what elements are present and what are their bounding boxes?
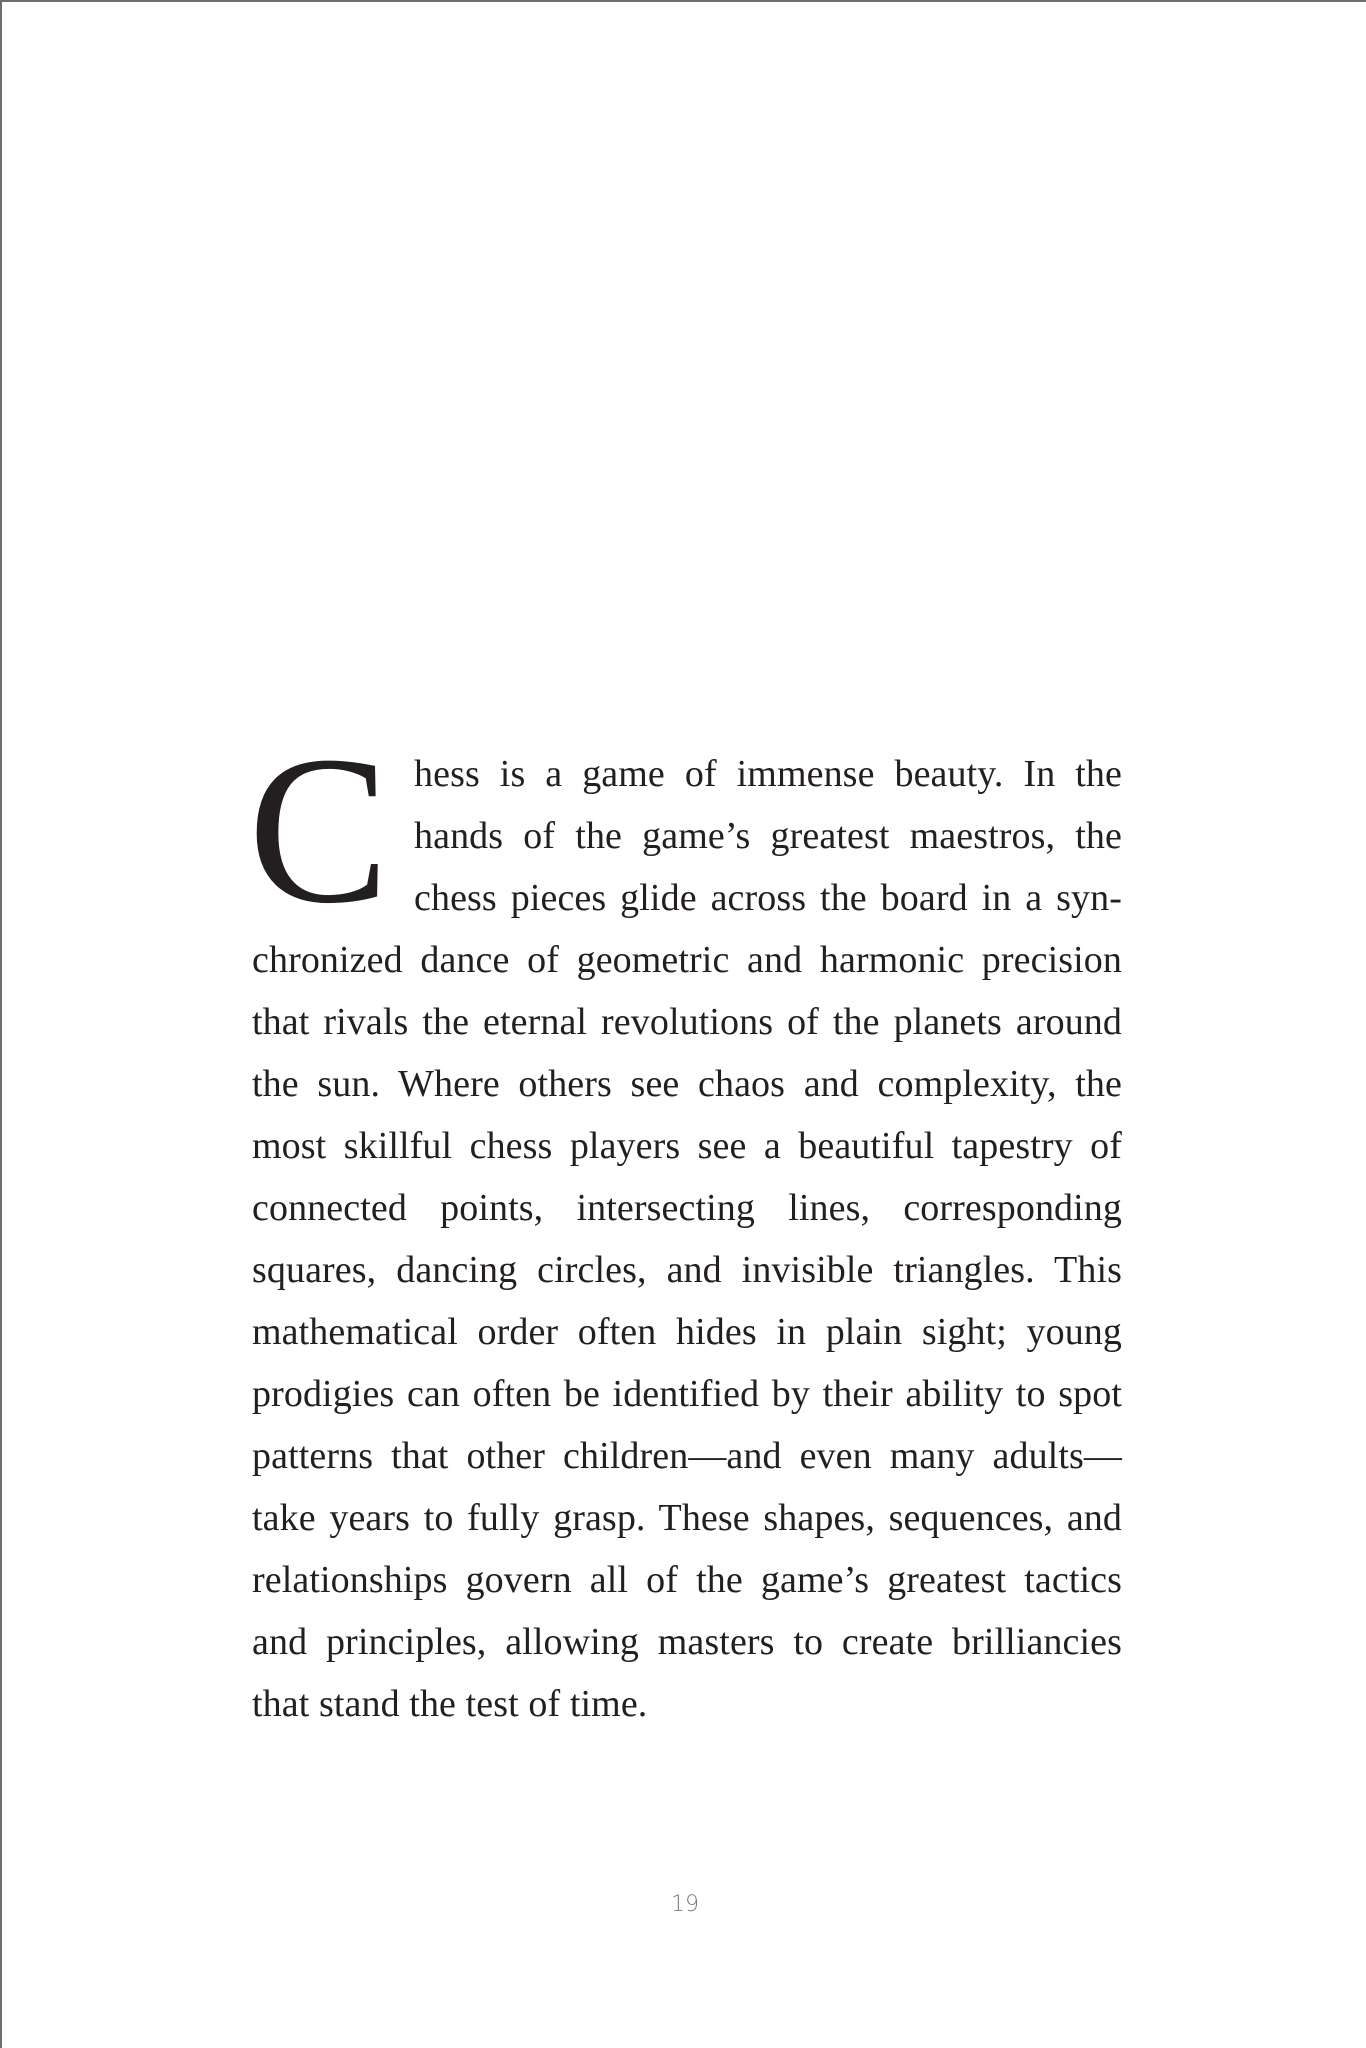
text-line: that rivals the eternal revolutions of the planets around — [252, 1001, 1122, 1043]
text-line: prodigies can often be identified by their ability to spot — [252, 1373, 1122, 1415]
page-number: 19 — [671, 1892, 699, 1917]
text-line: the sun. Where others see chaos and complexity, the — [252, 1063, 1122, 1105]
text-line: connected points, intersecting lines, corresponding — [252, 1187, 1122, 1229]
text-line: most skillful chess players see a beautiful tapestry of — [252, 1125, 1122, 1167]
text-line: chess pieces glide across the board in a syn- — [414, 877, 1122, 919]
drop-cap: C — [248, 712, 390, 947]
text-line: hess is a game of immense beauty. In the — [414, 753, 1122, 795]
text-line: and principles, allowing masters to create brilliancies — [252, 1621, 1122, 1663]
text-line: relationships govern all of the game’s greatest tactics — [252, 1559, 1122, 1601]
text-line: hands of the game’s greatest maestros, the — [414, 815, 1122, 857]
text-line: mathematical order often hides in plain sight; young — [252, 1311, 1122, 1353]
text-line: take years to fully grasp. These shapes, sequences, and — [252, 1497, 1122, 1539]
text-line: chronized dance of geometric and harmonic precision — [252, 939, 1122, 981]
text-line: that stand the test of time. — [252, 1683, 648, 1725]
text-line: squares, dancing circles, and invisible triangles. This — [252, 1249, 1122, 1291]
text-line: patterns that other children—and even many adults— — [252, 1435, 1122, 1477]
